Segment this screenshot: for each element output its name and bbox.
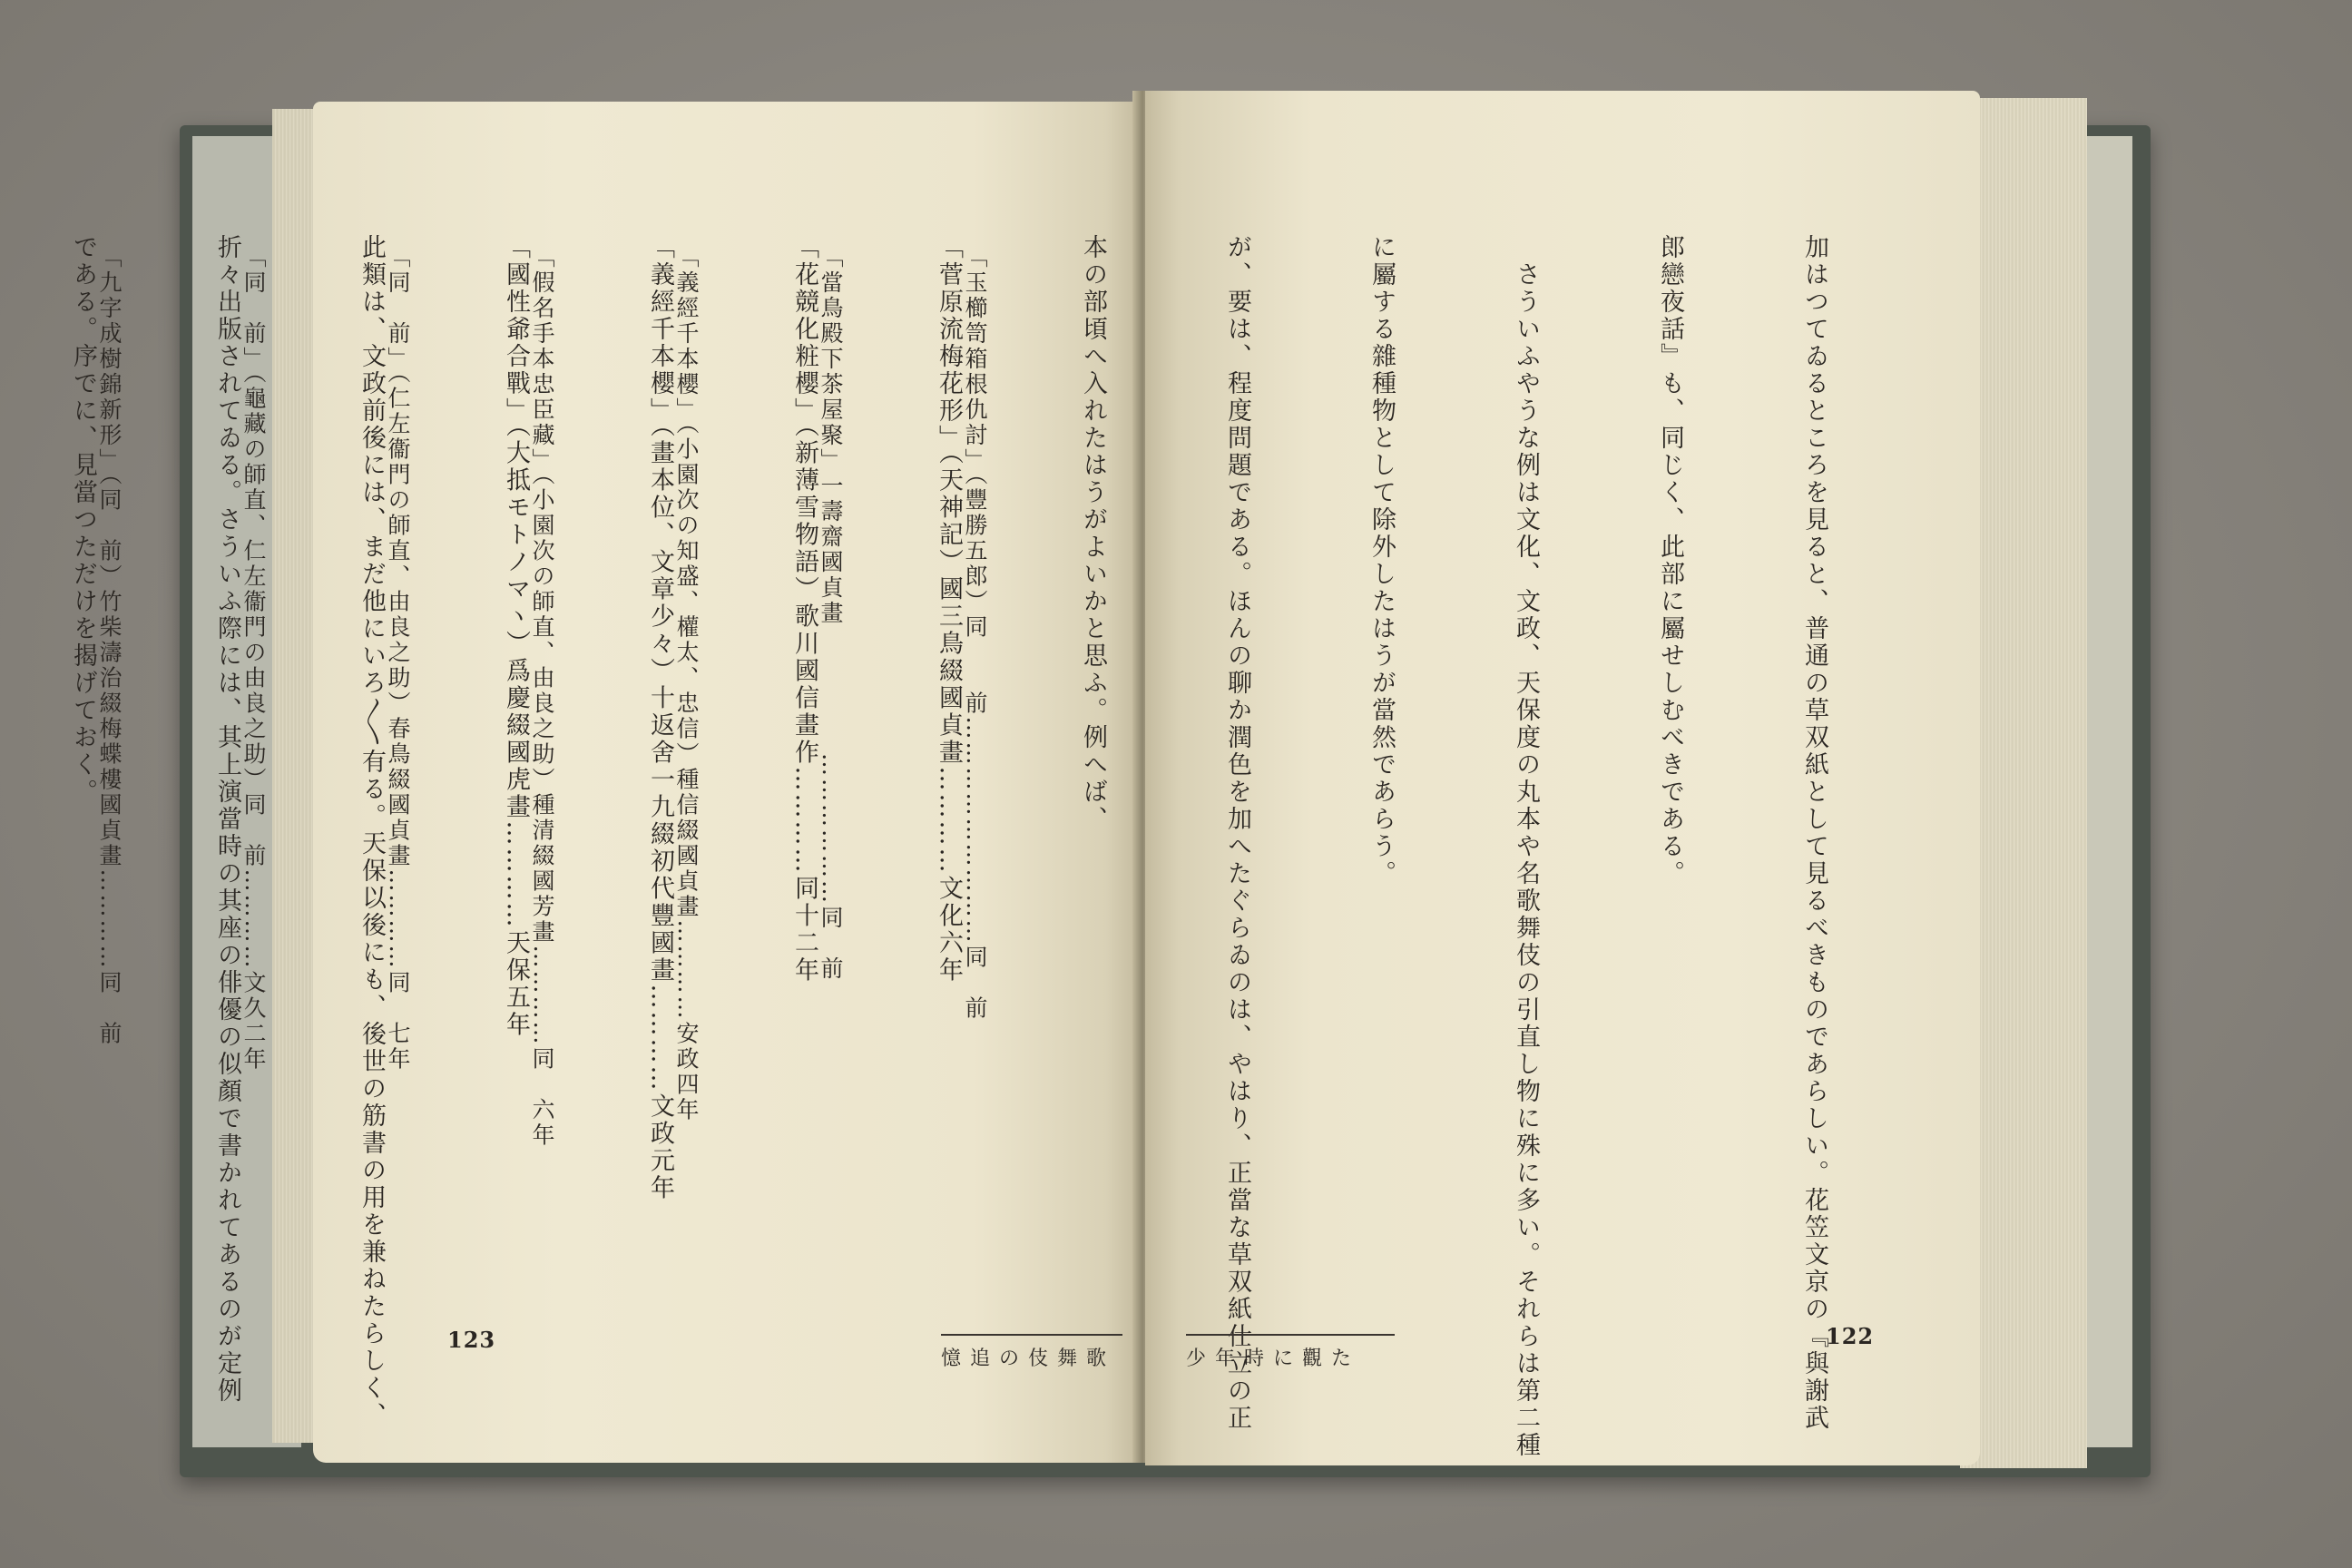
running-head: 少年時に觀た (1186, 1334, 1395, 1375)
text-line: 「義經千本櫻」（畫本位、文章少々）十返舍一九綴初代豐國畫…………文政元年 (646, 234, 674, 1202)
text-line: 「菅原流梅花形」（天神記）國三鳥綴國貞畫…………文化六年 (935, 234, 963, 985)
text-line: 折々出版されてゐる。さういふ際には、其上演當時の其座の俳優の似顏で書かれてあるのが定例 (213, 234, 241, 1405)
text-line: 「國性爺合戰」（大抵モトノマヽ）爲慶綴國虎畫…………天保五年 (502, 234, 530, 1039)
text-line: である。序でに、見當つただけを揭げておく。 (69, 234, 97, 806)
text-line: 「玉櫛笥箱根仇討」（豐勝五郎）同 前………………………同 前 (962, 245, 988, 1022)
text-line: 「假名手本忠臣藏」（小園次の師直、由良之助）種清綴國芳畫…………同 六年 (529, 245, 555, 1149)
page-number: 122 (1826, 1323, 1875, 1349)
text-line: に屬する雜種物として除外したはうが當然であらう。 (1367, 234, 1396, 887)
running-head: 憶追の伎舞歌 (941, 1334, 1122, 1375)
text-line: 「九字成樹錦新形」（同 前）竹柴濤治綴梅蝶樓國貞畫…………同 前 (96, 245, 122, 1047)
text-line: 「義經千本櫻」（小園次の知盛、權太、忠信）種信綴國貞畫…………安政四年 (673, 245, 700, 1123)
text-line: さういふやうな例は文化、文政、天保度の丸本や名歌舞伎の引直し物に殊に多い。それらは第二種 (1512, 234, 1540, 1459)
text-line: 「當鳥殿下茶屋聚」一壽齋國貞畫 ………………同 前 (818, 245, 844, 982)
text-line: 郎戀夜話』も、同じく、此部に屬せしむべきである。 (1656, 234, 1684, 887)
text-line: 「同 前」（龜藏の師直、仁左衞門の由良之助）同 前…………文久二年 (240, 245, 267, 1073)
text-line: 「花競化粧櫻」（新薄雪物語）歌川國信畫作…………同十二年 (790, 234, 818, 985)
text-line: 加はつてゐるところを見ると、普通の草双紙として見るべきものであらしい。花笠文京の『與謝武 (1800, 234, 1828, 1432)
text-line: が、要は、程度問題である。ほんの聊か潤色を加へたぐらゐのは、やはり、正當な草双紙仕立の正 (1223, 234, 1251, 1432)
page-number: 123 (447, 1327, 496, 1353)
text-line: 此類は、文政前後には、まだ他にいろ〳〵有る。天保以後にも、後世の筋書の用を兼ねたらしく、 (358, 234, 386, 1429)
text-line: 本の部頃へ入れたはうがよいかと思ふ。例へば、 (1079, 234, 1107, 833)
text-line: 「同 前」（仁左衞門の師直、由良之助）春鳥綴國貞畫…………同 七年 (385, 245, 411, 1073)
